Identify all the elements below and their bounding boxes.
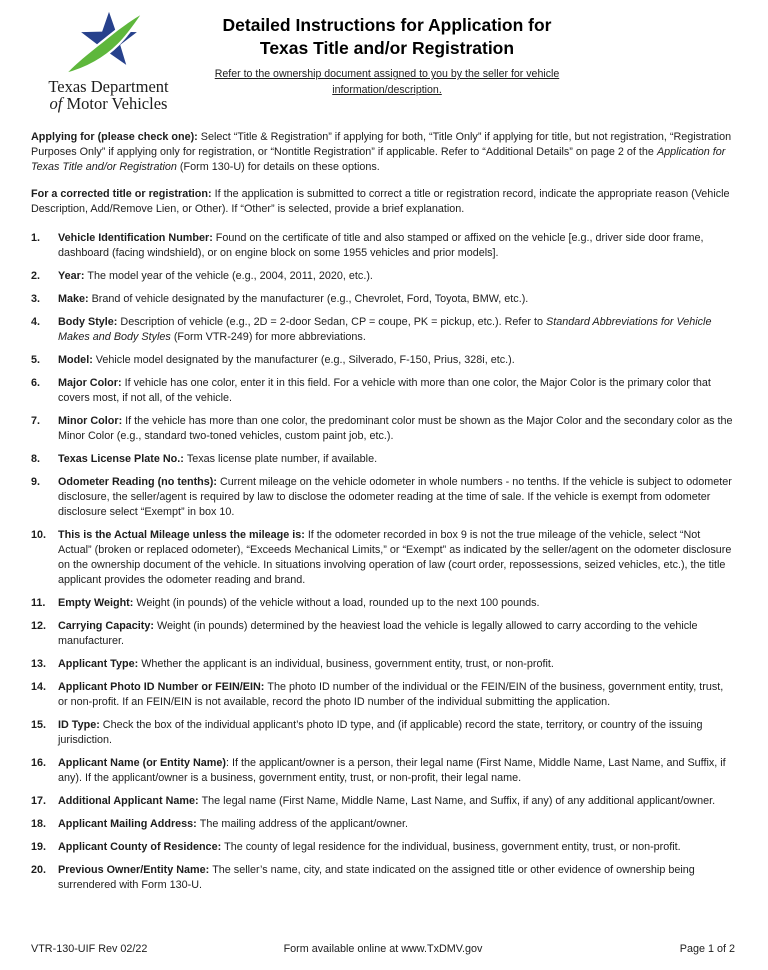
swoosh-shape xyxy=(65,12,144,74)
item-text: Vehicle Identification Number: Found on the certificate of title and also stamped or affixed on the vehicle [e.g., driver side door frame, dashboard (facing windshield), or on engine block on some 1955 vehicles and prior models]. xyxy=(58,232,704,259)
item-text: ID Type: Check the box of the individual applicant’s photo ID type, and (if applicable) record the state, territory, or country of the issuing jurisdiction. xyxy=(58,719,703,746)
org-name xyxy=(31,78,186,113)
item-text: Applicant Name (or Entity Name): If the applicant/owner is a person, their legal name (First Name, Middle Name, Last Name, and Suffix, if any). If the applicant/owner is a business, government entity, trust, or non-profit, their legal name. xyxy=(58,757,726,784)
org-name-line1: Texas Department xyxy=(48,77,169,96)
list-item xyxy=(31,292,735,307)
instructions-body xyxy=(31,130,735,893)
item-number: 5. xyxy=(31,354,41,366)
item-number: 8. xyxy=(31,453,41,465)
list-item xyxy=(31,840,735,855)
header xyxy=(31,8,735,116)
list-item xyxy=(31,231,735,261)
item-text: Applicant Mailing Address: The mailing address of the applicant/owner. xyxy=(58,818,409,830)
item-text: Make: Brand of vehicle designated by the manufacturer (e.g., Chevrolet, Ford, Toyota, BMW, etc.). xyxy=(58,293,529,305)
item-text: Empty Weight: Weight (in pounds) of the vehicle without a load, rounded up to the next 100 pounds. xyxy=(58,597,540,609)
item-text: Carrying Capacity: Weight (in pounds) determined by the heaviest load the vehicle is legally allowed to carry according to the vehicle manufacturer. xyxy=(58,620,698,647)
item-number: 3. xyxy=(31,293,41,305)
list-item xyxy=(31,596,735,611)
item-text: Previous Owner/Entity Name: The seller’s name, city, and state indicated on the assigned title or other evidence of ownership being surrendered with Form 130-U. xyxy=(58,864,695,891)
list-item xyxy=(31,376,735,406)
intro-paragraph-applying-for: Applying for (please check one): Select “Title & Registration” if applying for both, “Title Only” if applying for title, but not registration, “Registration Purposes Only” if applying only for registration, or “Nontitle Registration” if applicable. Refer to “Additional Details” on page 2 of the Application for Texas Title and/or Registration (Form 130-U) for details on these options. xyxy=(31,131,732,173)
txdmv-star-icon xyxy=(63,10,155,76)
item-number: 10. xyxy=(31,529,47,541)
item-number: 18. xyxy=(31,818,47,830)
item-text: Texas License Plate No.: Texas license plate number, if available. xyxy=(58,453,378,465)
txdmv-logo xyxy=(31,8,186,113)
page-title xyxy=(186,14,588,60)
item-text: This is the Actual Mileage unless the mileage is: If the odometer recorded in box 9 is not the true mileage of the vehicle, select “Not Actual” (broken or replaced odometer), “Exceeds Mechanical Limits,” or “Exempt” as indicated by the seller/agent on the odometer disclosure on the ownership document of the vehicle. In situations involving operation of law (court order, repossessions, seized vehicles, etc.), the title applicant provides the odometer reading and brand. xyxy=(58,529,732,586)
list-item xyxy=(31,657,735,672)
item-number: 6. xyxy=(31,377,41,389)
availability-note: Form available online at www.TxDMV.gov xyxy=(283,943,483,955)
item-number: 20. xyxy=(31,864,47,876)
item-text: Applicant County of Residence: The county of legal residence for the individual, business, government entity, trust, or non-profit. xyxy=(58,841,681,853)
list-item xyxy=(31,718,735,748)
org-name-line2: of Motor Vehicles xyxy=(49,94,168,114)
intro-paragraph-corrected-title: For a corrected title or registration: If the application is submitted to correct a title or registration record, indicate the appropriate reason (Vehicle Description, Add/Remove Lien, or Other). If “Other” is selected, provide a brief explanation. xyxy=(31,188,730,215)
item-text: Body Style: Description of vehicle (e.g., 2D = 2-door Sedan, CP = coupe, PK = pickup, etc.). Refer to Standard Abbreviations for Vehicle Makes and Body Styles (Form VTR-249) for more abbreviations. xyxy=(58,316,712,343)
page-number: Page 1 of 2 xyxy=(679,943,735,955)
footer xyxy=(31,942,735,957)
page-subtitle: Refer to the ownership document assigned to you by the seller for vehicle information/description. xyxy=(214,68,560,96)
item-number: 17. xyxy=(31,795,47,807)
item-number: 12. xyxy=(31,620,47,632)
page-title-line1: Detailed Instructions for Application for xyxy=(222,15,552,35)
page-title-line2: Texas Title and/or Registration xyxy=(259,38,515,59)
item-text: Model: Vehicle model designated by the manufacturer (e.g., Silverado, F-150, Prius, 328i, etc.). xyxy=(58,354,515,366)
item-number: 11. xyxy=(31,597,46,609)
item-text: Applicant Type: Whether the applicant is an individual, business, government entity, trust, or non-profit. xyxy=(58,658,554,670)
list-item xyxy=(31,528,735,588)
list-item xyxy=(31,794,735,809)
item-text: Year: The model year of the vehicle (e.g., 2004, 2011, 2020, etc.). xyxy=(58,270,373,282)
item-number: 15. xyxy=(31,719,47,731)
item-text: Odometer Reading (no tenths): Current mileage on the vehicle odometer in whole numbers - no tenths. If the vehicle is subject to odometer disclosure, the seller/agent is required by law to disclose the odometer reading at the time of sale. If the vehicle is exempt from odometer disclosure select “Exempt” in box 10. xyxy=(58,476,732,518)
list-item xyxy=(31,680,735,710)
item-text: Applicant Photo ID Number or FEIN/EIN: The photo ID number of the individual or the FEIN/EIN of the business, government entity, trust, or non-profit. If an FEIN/EIN is not available, record the photo ID number of the individual submitting the application. xyxy=(58,681,724,708)
title-block xyxy=(186,8,588,98)
list-item xyxy=(31,353,735,368)
item-number: 7. xyxy=(31,415,41,427)
instruction-list xyxy=(31,231,735,893)
item-number: 13. xyxy=(31,658,47,670)
item-number: 1. xyxy=(31,232,41,244)
item-number: 14. xyxy=(31,681,47,693)
list-item xyxy=(31,475,735,520)
item-number: 2. xyxy=(31,270,41,282)
list-item xyxy=(31,452,735,467)
item-number: 9. xyxy=(31,476,41,488)
list-item xyxy=(31,863,735,893)
list-item xyxy=(31,414,735,444)
item-text: Additional Applicant Name: The legal name (First Name, Middle Name, Last Name, and Suffix, if any) of any additional applicant/owner. xyxy=(58,795,716,807)
list-item xyxy=(31,315,735,345)
item-text: Major Color: If vehicle has one color, enter it in this field. For a vehicle with more than one color, the Major Color is the primary color that covers most, if not all, of the vehicle. xyxy=(58,377,711,404)
form-revision: VTR-130-UIF Rev 02/22 xyxy=(31,943,148,955)
list-item xyxy=(31,817,735,832)
list-item xyxy=(31,619,735,649)
item-number: 16. xyxy=(31,757,47,769)
item-number: 4. xyxy=(31,316,41,328)
item-text: Minor Color: If the vehicle has more than one color, the predominant color must be shown as the Major Color and the secondary color as the Minor Color (e.g., standard two-toned vehicles, custom paint job, etc.). xyxy=(58,415,733,442)
list-item xyxy=(31,269,735,284)
list-item xyxy=(31,756,735,786)
item-number: 19. xyxy=(31,841,47,853)
